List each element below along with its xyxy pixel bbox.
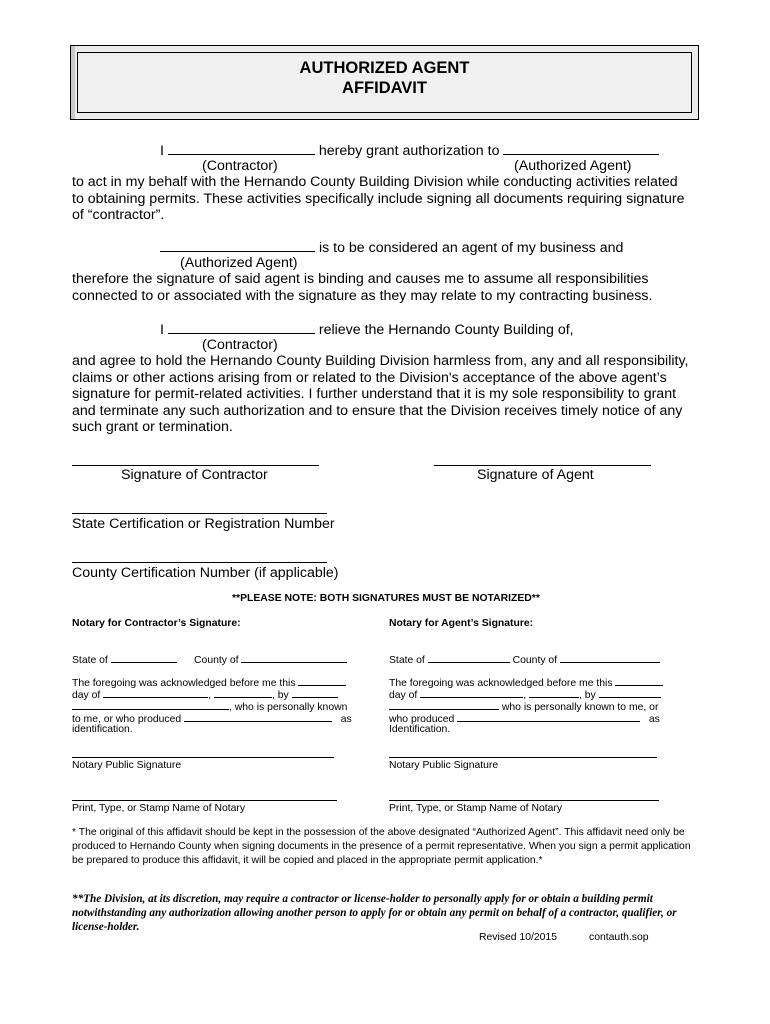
ack-text: The foregoing was acknowledged before me this — [389, 678, 613, 689]
year-field[interactable] — [529, 688, 579, 698]
comma: , — [523, 690, 527, 701]
produced-field[interactable] — [184, 712, 332, 722]
state-label: State of — [389, 655, 425, 666]
grant-line — [160, 142, 659, 160]
notary-right-state-county — [389, 653, 660, 667]
notary-left-ident: identification. — [72, 724, 133, 735]
state-field[interactable] — [111, 653, 177, 663]
comma: , — [208, 690, 212, 701]
notary-right-public-sig-label: Notary Public Signature — [389, 760, 499, 771]
agent-name-field[interactable] — [160, 239, 315, 252]
as-text: as — [340, 714, 352, 725]
relieve-line — [160, 321, 574, 339]
notary-left-print-line[interactable] — [72, 800, 337, 801]
by-field[interactable] — [599, 688, 661, 698]
notary-right-print-label: Print, Type, or Stamp Name of Notary — [389, 803, 563, 814]
produced-text: who produced — [389, 714, 455, 725]
file-id: contauth.sop — [589, 932, 649, 943]
ack-date-field[interactable] — [615, 676, 663, 686]
agent-clause-line — [160, 239, 623, 257]
notary-right-print-line[interactable] — [389, 800, 659, 801]
division-note: **The Division, at its discretion, may require a contractor or license-holder to personally apply for or obtain a building permit notwithstanding any authorization allowing another person to apply for or obtain any permit on behalf of a contractor, qualifier, or license-holder. — [72, 893, 677, 934]
known-name-field[interactable] — [389, 700, 499, 710]
contractor-signature-line[interactable] — [72, 465, 319, 466]
ack-text: The foregoing was acknowledged before me this — [72, 678, 296, 689]
agent-caption: (Authorized Agent) — [514, 158, 632, 174]
known-text: who is personally known to me, or — [501, 702, 659, 713]
relieve-text: relieve the Hernando County Building of, — [318, 322, 574, 338]
as-text: as — [648, 714, 660, 725]
relieve-caption: (Contractor) — [202, 337, 278, 353]
year-field[interactable] — [214, 688, 272, 698]
notarize-notice: **PLEASE NOTE: BOTH SIGNATURES MUST BE NOTARIZED** — [232, 593, 540, 604]
agent-clause-caption: (Authorized Agent) — [180, 255, 298, 271]
notary-agent-heading: Notary for Agent’s Signature: — [389, 618, 534, 629]
state-cert-label: State Certification or Registration Number — [72, 516, 335, 532]
by-label: , by — [578, 690, 596, 701]
revised-date: Revised 10/2015 — [479, 932, 557, 943]
day-field[interactable] — [103, 688, 208, 698]
title-box — [70, 45, 699, 120]
known-text: , who is personally known — [229, 702, 348, 713]
contractor-name-field[interactable] — [168, 142, 315, 155]
notary-left-state-county — [72, 653, 347, 667]
notary-left-public-sig-label: Notary Public Signature — [72, 760, 182, 771]
relieve-body: and agree to hold the Hernando County Building Division harmless from, any and all responsibility, claims or other actions arising from or related to the Division's acceptance of the above agent’s signature for permit-related activities. I further understand that it is my sole responsibility to grant and terminate any such authorization and to ensure that the Division receives timely notice of any such grant or termination. — [72, 353, 689, 436]
county-label: County of — [194, 655, 239, 666]
by-field[interactable] — [292, 688, 338, 698]
known-name-field[interactable] — [72, 700, 229, 710]
county-field[interactable] — [241, 653, 347, 663]
authorized-agent-field[interactable] — [503, 142, 659, 155]
grant-middle-text: hereby grant authorization to — [318, 143, 500, 159]
day-field[interactable] — [420, 688, 523, 698]
state-field[interactable] — [428, 653, 510, 663]
agent-signature-label: Signature of Agent — [477, 467, 594, 483]
contractor-signature-label: Signature of Contractor — [121, 467, 268, 483]
county-field[interactable] — [560, 653, 660, 663]
day-label: day of — [389, 690, 418, 701]
notary-left-print-label: Print, Type, or Stamp Name of Notary — [72, 803, 246, 814]
notary-right-public-sig-line[interactable] — [389, 757, 657, 758]
produced-text: to me, or who produced — [72, 714, 182, 725]
relieve-i: I — [160, 322, 164, 338]
affidavit-footnote: * The original of this affidavit should be kept in the possession of the above designated “Authorized Agent”. This affidavit need only be produced to Hernando County when signing documents in the presence of a permit representative. When you sign a permit application be prepared to produce this affidavit, it will be copied and placed in the appropriate permit application.* — [72, 827, 691, 867]
county-cert-line[interactable] — [72, 562, 327, 563]
grant-i: I — [160, 143, 164, 159]
contractor-caption: (Contractor) — [202, 158, 278, 174]
ack-date-field[interactable] — [298, 676, 346, 686]
agent-clause-body: therefore the signature of said agent is binding and causes me to assume all responsibilities connected to or associated with the signature as they may relate to my contracting business. — [72, 271, 653, 304]
notary-right-ident: Identification. — [389, 724, 451, 735]
title-line-1: AUTHORIZED AGENT — [299, 59, 470, 77]
title-line-2: AFFIDAVIT — [342, 79, 427, 97]
by-label: , by — [271, 690, 289, 701]
agent-clause-text: is to be considered an agent of my business and — [318, 240, 624, 256]
notary-contractor-heading: Notary for Contractor’s Signature: — [72, 618, 241, 629]
agent-signature-line[interactable] — [434, 465, 651, 466]
state-label: State of — [72, 655, 108, 666]
county-cert-label: County Certification Number (if applicable) — [72, 565, 339, 581]
state-cert-line[interactable] — [72, 513, 327, 514]
produced-field[interactable] — [457, 712, 640, 722]
relieve-contractor-field[interactable] — [168, 321, 315, 334]
notary-left-public-sig-line[interactable] — [72, 757, 334, 758]
grant-body: to act in my behalf with the Hernando County Building Division while conducting activities related to obtaining permits. These activities specifically include signing all documents requiring signature of “contractor”. — [72, 174, 685, 224]
day-label: day of — [72, 690, 101, 701]
county-label: County of — [512, 655, 558, 666]
